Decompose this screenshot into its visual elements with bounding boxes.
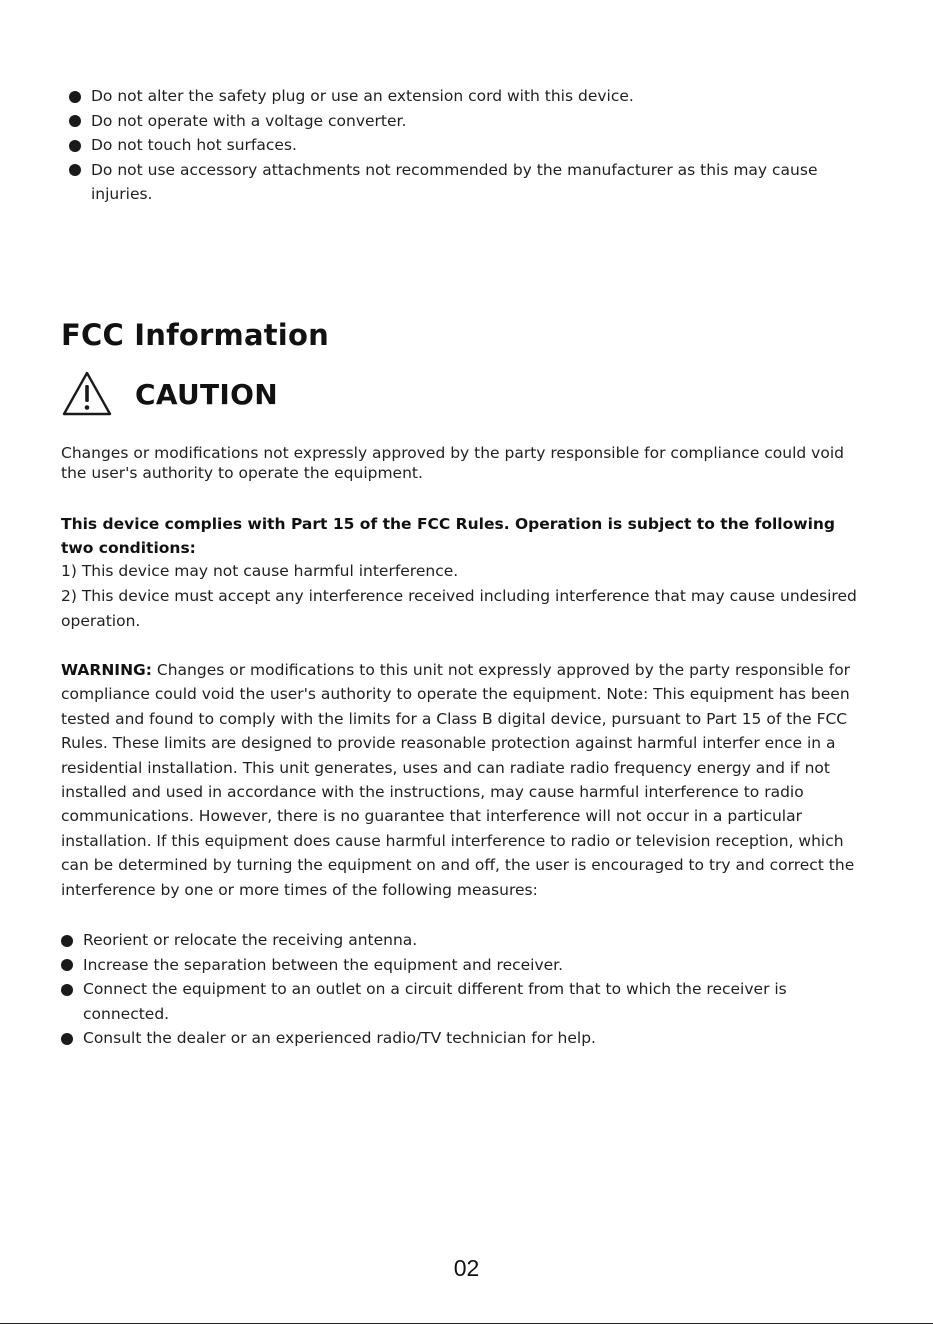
warning-paragraph [61, 658, 866, 902]
list-item-text: Increase the separation between the equipment and receiver. [83, 955, 564, 974]
warning-label: WARNING: [61, 661, 152, 679]
changes-paragraph: Changes or modifications not expressly approved by the party responsible for compliance could void the user's authority to operate the equipment. [61, 444, 844, 482]
bullet-icon [61, 935, 73, 947]
list-item-text: Do not use accessory attachments not recommended by the manufacturer as this may cause injuries. [91, 160, 818, 203]
warning-triangle-icon [61, 370, 113, 418]
list-item-text: Do not operate with a voltage converter. [91, 111, 407, 130]
list-item-text: Consult the dealer or an experienced radio/TV technician for help. [83, 1029, 596, 1047]
condition-1: 1) This device may not cause harmful interference. [61, 562, 459, 580]
bullet-icon [61, 1033, 73, 1045]
caution-heading [61, 370, 278, 418]
bullet-icon [69, 115, 81, 127]
measures-list [83, 928, 863, 1051]
compliance-statement: This device complies with Part 15 of the FCC Rules. Operation is subject to the following two conditions: [61, 515, 836, 557]
list-item [83, 977, 863, 1026]
list-item [83, 1026, 863, 1051]
bullet-icon [61, 984, 73, 996]
condition-2: 2) This device must accept any interference received including interference that may cause undesired operation. [61, 587, 857, 630]
list-item-text: Reorient or relocate the receiving antenna. [83, 931, 418, 949]
bullet-icon [69, 91, 81, 103]
safety-list [91, 84, 861, 207]
list-item [91, 84, 861, 109]
bullet-icon [69, 164, 81, 176]
warning-text: Changes or modifications to this unit not expressly approved by the party responsible for compliance could void the user's authority to operate the equipment. Note: This equipment has been tested and found to comply with the limits for a Class B digital device, pursuant to Part 15 of the FCC Rules. These limits are designed to provide reasonable protection against harmful interfer ence in a residential installation. This unit generates, uses and can radiate radio frequency energy and if not installed and used in accordance with the instructions, may cause harmful interference to radio communications. However, there is no guarantee that interference will not occur in a particular installation. If this equipment does cause harmful interference to radio or television reception, which can be determined by turning the equipment on and off, the user is encouraged to try and correct the interference by one or more times of the following measures: [61, 661, 855, 899]
list-item [83, 928, 863, 953]
caution-label: CAUTION [135, 377, 278, 411]
section-title: FCC Information [61, 318, 329, 352]
list-item [91, 133, 861, 158]
list-item-text: Do not alter the safety plug or use an extension cord with this device. [91, 87, 634, 105]
list-item-text: Do not touch hot surfaces. [91, 136, 297, 154]
list-item [91, 158, 861, 207]
list-item [83, 953, 863, 978]
list-item-text: Connect the equipment to an outlet on a circuit different from that to which the receiver is connected. [83, 980, 787, 1023]
page-number: 02 [453, 1255, 480, 1281]
bullet-icon [69, 140, 81, 152]
list-item [91, 109, 861, 134]
bullet-icon [61, 959, 73, 971]
